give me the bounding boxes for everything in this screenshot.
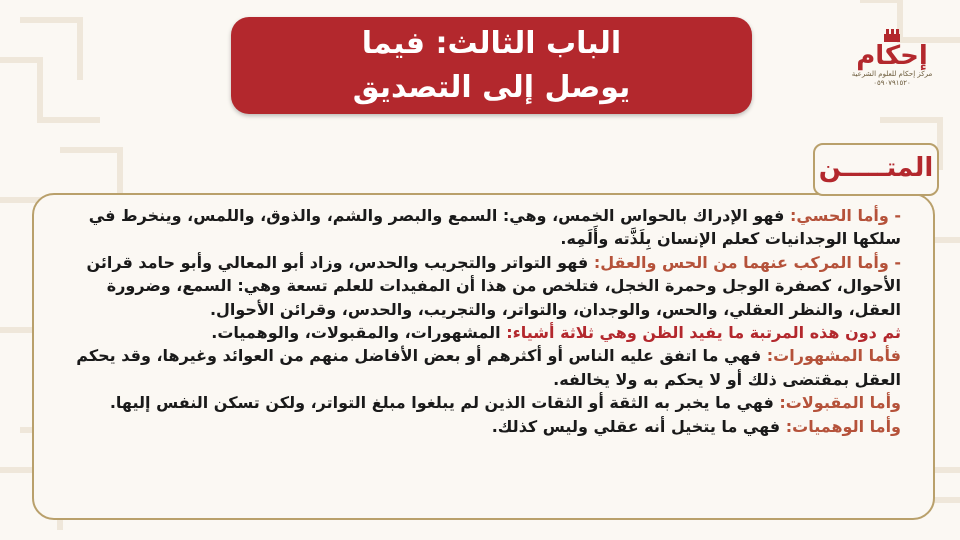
paragraph-text: فهي ما يخبر به الثقة أو الثقات الذين لم يبلغوا مبلغ التواتر، ولكن تسكن النفس إليها. xyxy=(109,393,780,413)
logo-mark-icon xyxy=(882,28,902,42)
logo-phone: ٠٥٩٠٧٩١٥٢٠ xyxy=(873,79,911,87)
paragraph-label: وأما المقبولات: xyxy=(779,393,901,413)
paragraph-maqbulat xyxy=(50,391,901,414)
content-box xyxy=(32,193,935,520)
paragraph-hissi xyxy=(50,204,901,251)
paragraph-mashhurat xyxy=(50,344,901,391)
title-line-2: يوصل إلى التصديق xyxy=(352,69,631,105)
paragraph-label: وأما الوهميات: xyxy=(785,416,901,436)
paragraph-text: فهو الإدراك بالحواس الخمس، وهي: السمع والبصر والشم، والذوق، واللمس، وينخرط في سلكها الوجدانيات كعلم الإنسان بِلَذَّته وأَلَمِه. xyxy=(88,206,901,249)
logo xyxy=(842,28,942,108)
title-line-1: الباب الثالث: فيما xyxy=(361,25,622,61)
paragraph-wahmiyyat xyxy=(50,415,901,438)
paragraph-text: فهي ما يتخيل أنه عقلي وليس كذلك. xyxy=(491,416,786,436)
paragraph-label: - وأما المركب عنهما من الحس والعقل: xyxy=(593,252,901,272)
paragraph-text: فهي ما اتفق عليه الناس أو أكثرهم أو بعض الأفاضل منهم من العوائد وغيرها، وقد يحكم العقل بمقتضى ذلك أو لا يحكم به ولا يخالفه. xyxy=(76,346,901,389)
paragraph-label: ثم دون هذه المرتبة ما يفيد الظن وهي ثلاثة أشياء: xyxy=(506,323,901,343)
title-banner xyxy=(231,17,752,114)
paragraph-text: المشهورات، والمقبولات، والوهميات. xyxy=(211,323,507,343)
logo-name: إحكام xyxy=(856,41,928,71)
section-tab: المتـــــن xyxy=(813,143,939,196)
paragraph-label: - وأما الحسي: xyxy=(789,206,901,225)
logo-subtitle: مركز إحكام للعلوم الشرعية xyxy=(851,70,933,78)
paragraph-text: فهو التواتر والتجريب والحدس، وزاد أبو المعالي وأبو حامد قرائن الأحوال، كصفرة الوجل وحمرة الخجل، فتلخص من هذا أن المفيدات للعلم تسعة وهي: السمع، وضرورة العقل، والنظر العقلي، والحس، والوجدان، والتواتر، والتجريب، والحدس، وقرائن الأحوال. xyxy=(86,252,901,319)
paragraph-murakkab xyxy=(50,251,901,321)
paragraph-label: فأما المشهورات: xyxy=(766,346,901,366)
paragraph-zann xyxy=(50,321,901,344)
